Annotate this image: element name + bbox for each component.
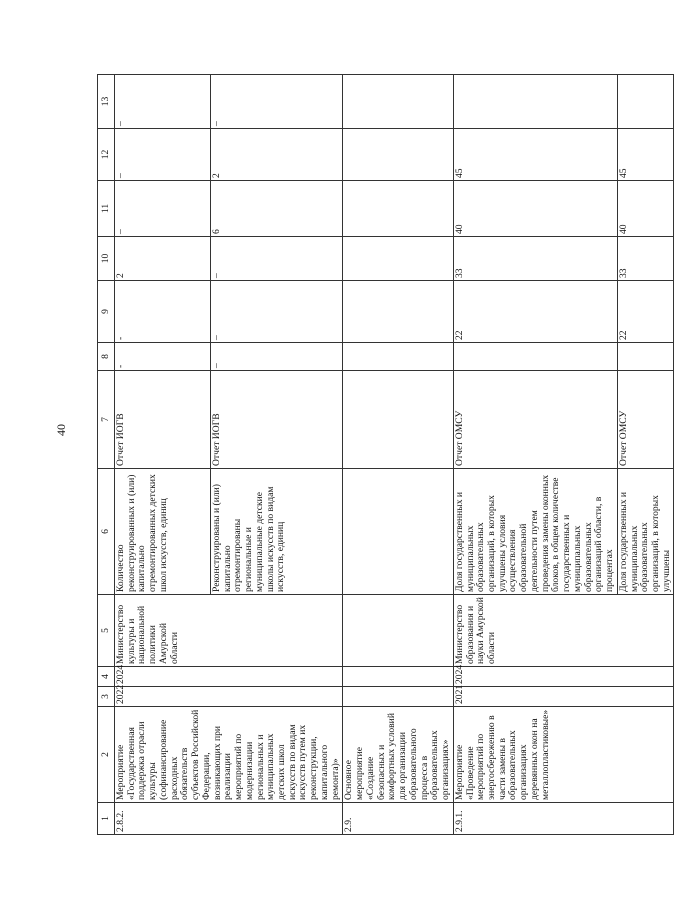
data-source: Отчет ОМСУ <box>617 371 674 469</box>
data-source: Отчет ОМСУ <box>453 371 617 469</box>
column-number-9: 9 <box>98 281 115 343</box>
indicator-name: Реконструированы и (или) капитально отремонтированы региональные и муниципальные детские школы искусств по видам искусств, единиц <box>211 469 343 595</box>
value-col-13 <box>453 75 617 129</box>
value-col-9: 22 <box>453 281 617 343</box>
column-number-4: 4 <box>98 667 115 687</box>
value-col-12: 45 <box>617 129 674 181</box>
empty-cell <box>343 667 453 687</box>
value-col-10: 2 <box>115 237 211 281</box>
empty-cell <box>343 75 453 129</box>
measure-title: Мероприятие «Государственная поддержка отрасли культуры (софинансирование расходных обязательств субъектов Российской Федерации, возникающих при реализации мероприятий по модернизации региональных и муниципальных детских школ искусств по видам искусств путем их реконструкции, капитального ремонта)» <box>115 707 343 803</box>
column-number-1: 1 <box>98 803 115 835</box>
executor: Министерство культуры и национальной политики Амурской области <box>115 595 343 667</box>
column-number-2: 2 <box>98 707 115 803</box>
empty-cell <box>343 181 453 237</box>
empty-cell <box>343 237 453 281</box>
value-col-11: 40 <box>453 181 617 237</box>
value-col-8: – <box>211 343 343 371</box>
value-col-9: - <box>115 281 211 343</box>
row-number: 2.9. <box>343 803 453 835</box>
empty-cell <box>343 469 453 595</box>
value-col-12: – <box>115 129 211 181</box>
value-col-12: 45 <box>453 129 617 181</box>
value-col-11: – <box>115 181 211 237</box>
value-col-12: 2 <box>211 129 343 181</box>
header-row <box>98 75 115 835</box>
empty-cell <box>343 595 453 667</box>
start-year: 2021 <box>453 687 674 707</box>
value-col-10: 33 <box>617 237 674 281</box>
column-number-10: 10 <box>98 237 115 281</box>
value-col-9: 22 <box>617 281 674 343</box>
rotated-table-container <box>97 75 672 835</box>
empty-cell <box>343 129 453 181</box>
value-col-11: 40 <box>617 181 674 237</box>
indicator-name: Количество реконструированных и (или) капитально отремонтированных детских школ искусств, единиц <box>115 469 211 595</box>
value-col-8: - <box>115 343 211 371</box>
empty-cell <box>343 371 453 469</box>
program-measures-table <box>97 74 674 835</box>
value-col-9: – <box>211 281 343 343</box>
indicator-name: Доля государственных и муниципальных образовательных организаций, в которых улучшены условия осуществления образовательной деятельности путем проведения замены оконных блоков, в общем количестве государственных и муниципальных образовательных организаций области, в процентах <box>453 469 617 595</box>
table-row <box>115 75 211 835</box>
column-number-8: 8 <box>98 343 115 371</box>
end-year: 2024 <box>115 667 343 687</box>
row-number: 2.9.1. <box>453 803 674 835</box>
empty-cell <box>343 343 453 371</box>
column-number-3: 3 <box>98 687 115 707</box>
value-col-13: – <box>115 75 211 129</box>
empty-cell <box>343 281 453 343</box>
value-col-11: 6 <box>211 181 343 237</box>
value-col-10: – <box>211 237 343 281</box>
column-number-13: 13 <box>98 75 115 129</box>
column-number-12: 12 <box>98 129 115 181</box>
column-number-6: 6 <box>98 469 115 595</box>
data-source: Отчет ИОГВ <box>115 371 211 469</box>
column-number-5: 5 <box>98 595 115 667</box>
value-col-10: 33 <box>453 237 617 281</box>
indicator-name: Доля государственных и муниципальных образовательных организаций, в которых улучшены <box>617 469 674 595</box>
measure-title: Основное мероприятие «Создание безопасных и комфортных условий для организации образовательного процесса в образовательных организациях» <box>343 707 453 803</box>
table-row <box>343 75 453 835</box>
table-row <box>453 75 617 835</box>
value-col-8 <box>617 343 674 371</box>
empty-cell <box>343 687 453 707</box>
end-year: 2024 <box>453 667 674 687</box>
column-number-11: 11 <box>98 181 115 237</box>
measure-title: Мероприятие «Проведение мероприятий по энергосбережению в части замены в образовательных организациях деревянных окон на металлопластиковые» <box>453 707 674 803</box>
row-number: 2.8.2. <box>115 803 343 835</box>
page-number: 40 <box>54 424 68 436</box>
column-number-7: 7 <box>98 371 115 469</box>
value-col-13: – <box>211 75 343 129</box>
start-year: 2022 <box>115 687 343 707</box>
value-col-8 <box>453 343 617 371</box>
data-source: Отчет ИОГВ <box>211 371 343 469</box>
value-col-13 <box>617 75 674 129</box>
executor: Министерство образования и науки Амурской области <box>453 595 674 667</box>
